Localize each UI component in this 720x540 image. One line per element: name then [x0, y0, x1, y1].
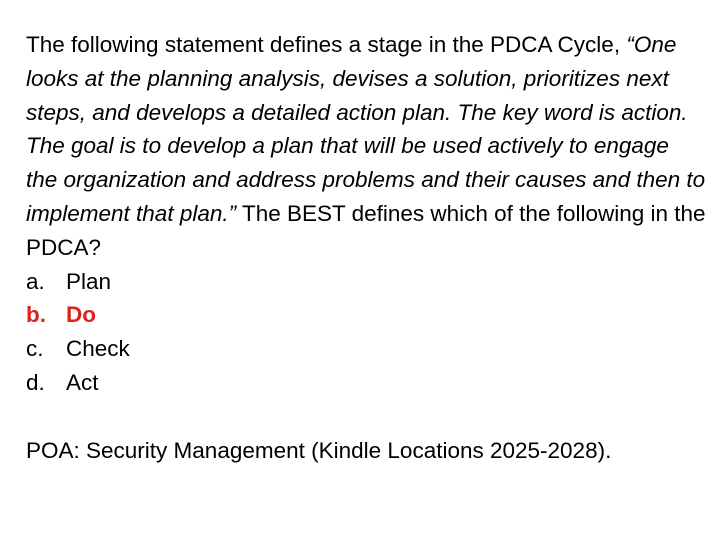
option-c	[26, 332, 706, 366]
option-text: Check	[66, 336, 130, 362]
spacer	[26, 400, 706, 434]
option-b-correct	[26, 298, 706, 332]
option-text: Do	[66, 302, 96, 328]
option-text: Plan	[66, 268, 112, 294]
option-text: Act	[66, 369, 99, 395]
option-letter: b.	[26, 302, 46, 328]
option-letter: d.	[26, 369, 45, 395]
question-quote: “One looks at the planning analysis, devises a solution, prioritizes next steps, and develops a detailed action plan. The key word is action. The goal is to develop a plan that will be used actively to engage the organization and address problems and their causes and then to implement that plan.”	[26, 32, 706, 226]
option-a	[26, 265, 706, 299]
option-d	[26, 366, 706, 400]
option-letter: c.	[26, 336, 44, 362]
question-text	[26, 28, 706, 265]
question-lead: The following statement defines a stage in the PDCA Cycle,	[26, 32, 627, 57]
answer-options	[26, 265, 706, 400]
option-letter: a.	[26, 268, 45, 294]
source-citation: POA: Security Management (Kindle Locations 2025-2028).	[26, 437, 612, 463]
slide-content	[26, 28, 706, 467]
question-tail: The BEST defines which of the following in the PDCA?	[26, 200, 706, 260]
